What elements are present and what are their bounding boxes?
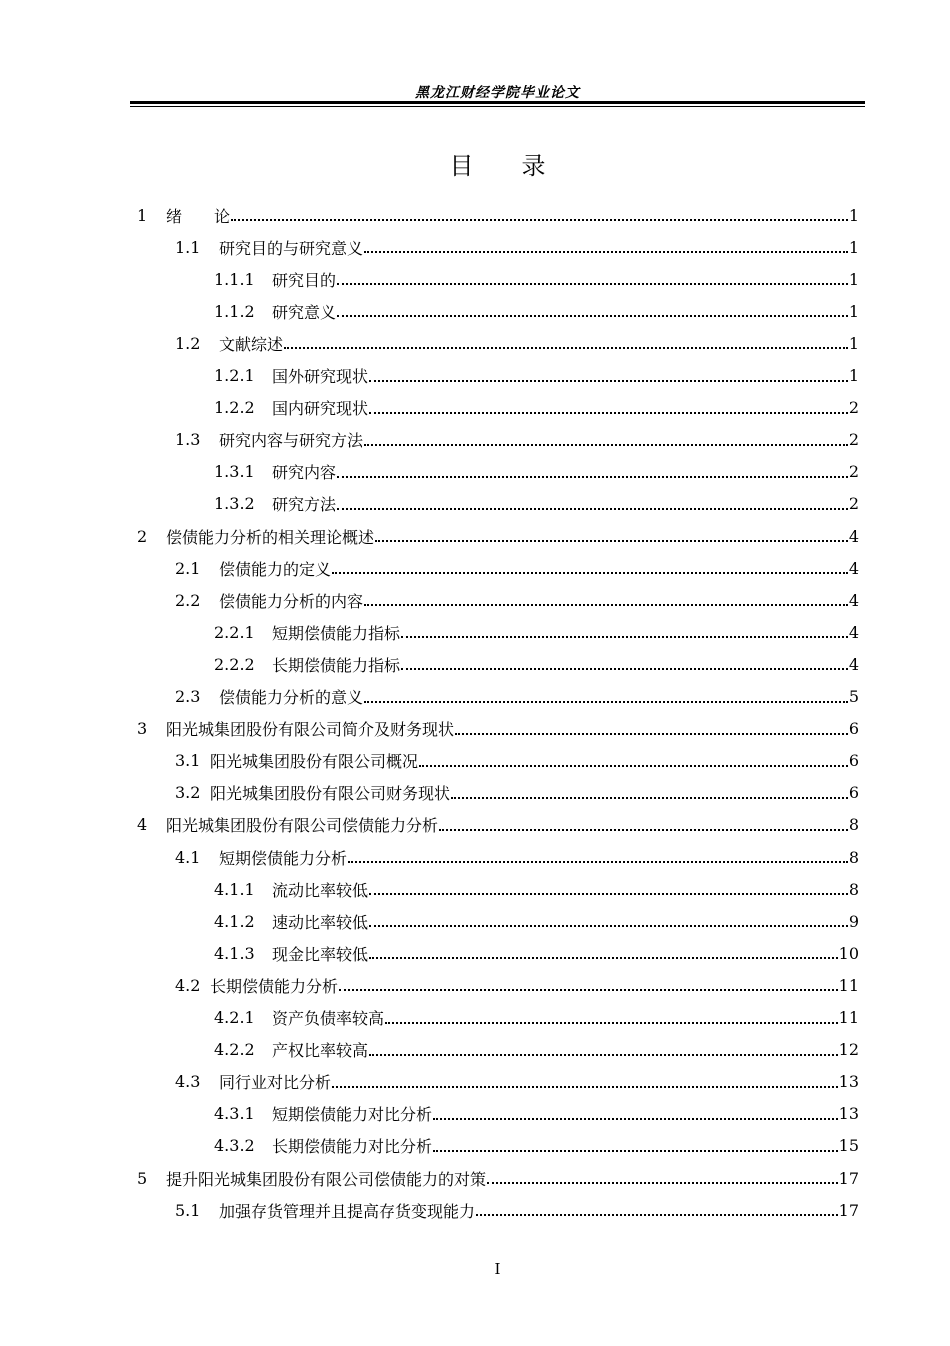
toc-entry-page: 2 — [848, 430, 859, 450]
toc-entry-page: 4 — [848, 654, 859, 674]
toc-entry-title: 研究内容 — [272, 463, 337, 483]
toc-entry-title: 长期偿债能力指标 — [272, 655, 401, 675]
toc-entry-number: 4.1 — [175, 847, 201, 867]
toc-entry-page: 6 — [848, 719, 859, 739]
toc-entry-leader-dots — [369, 913, 848, 929]
toc-heading-char: 目 — [449, 152, 474, 180]
toc-entry-level-3[interactable] — [214, 456, 859, 488]
toc-entry-page: 10 — [838, 943, 859, 963]
toc-entry-leader-dots — [433, 1106, 838, 1122]
toc-entry-level-3[interactable] — [214, 1002, 859, 1034]
toc-entry-page: 4 — [848, 558, 859, 578]
toc-entry-level-3[interactable] — [214, 905, 859, 937]
toc-entry-level-2[interactable] — [175, 231, 859, 263]
toc-entry-title: 产权比率较高 — [272, 1041, 369, 1061]
toc-entry-leader-dots — [284, 335, 848, 351]
toc-entry-title: 资产负债率较高 — [272, 1009, 385, 1028]
toc-entry-number: 4.1.1 — [214, 879, 255, 899]
toc-entry-level-2[interactable] — [175, 1066, 859, 1098]
toc-entry-level-1[interactable] — [137, 199, 859, 231]
toc-entry-number: 3.2 — [175, 783, 201, 803]
toc-entry-leader-dots — [337, 496, 848, 512]
toc-entry-level-3[interactable] — [214, 1034, 859, 1066]
toc-entry-leader-dots — [337, 303, 848, 319]
header-rule-thin — [130, 106, 865, 107]
toc-entry-number: 1 — [137, 205, 148, 225]
toc-entry-page: 13 — [838, 1072, 859, 1092]
toc-entry-level-1[interactable] — [137, 1162, 859, 1194]
toc-entry-title: 短期偿债能力对比分析 — [272, 1105, 433, 1125]
toc-entry-level-2[interactable] — [175, 841, 859, 873]
toc-entry-page: 17 — [838, 1200, 859, 1220]
toc-entry-page: 1 — [848, 269, 859, 289]
toc-entry-title: 现金比率较低 — [272, 944, 369, 964]
toc-entry-leader-dots — [369, 368, 848, 384]
toc-entry-number: 1.1.2 — [214, 301, 255, 321]
toc-entry-page: 1 — [848, 301, 859, 321]
page-number: I — [494, 1260, 501, 1278]
toc-entry-number: 5.1 — [175, 1200, 201, 1220]
toc-entry-leader-dots — [369, 1042, 838, 1058]
toc-entry-leader-dots — [339, 977, 838, 993]
toc-entry-level-2[interactable] — [175, 681, 859, 713]
toc-entry-leader-dots — [419, 753, 848, 769]
toc-entry-level-3[interactable] — [214, 1098, 859, 1130]
toc-entry-number: 2.2.1 — [214, 622, 255, 642]
toc-entry-level-2[interactable] — [175, 777, 859, 809]
toc-entry-level-3[interactable] — [214, 873, 859, 905]
toc-entry-number: 4.2 — [175, 975, 201, 995]
toc-entry-leader-dots — [337, 464, 848, 480]
toc-entry-number: 3 — [137, 719, 148, 739]
toc-entry-leader-dots — [231, 207, 848, 223]
toc-entry-title: 长期偿债能力对比分析 — [272, 1137, 433, 1157]
toc-entry-number: 1.2.1 — [214, 366, 255, 385]
toc-entry-page: 4 — [848, 590, 859, 610]
toc-entry-level-3[interactable] — [214, 360, 859, 392]
toc-entry-title: 同行业对比分析 — [219, 1073, 332, 1093]
toc-entry-leader-dots — [369, 400, 848, 416]
toc-entry-level-3[interactable] — [214, 295, 859, 327]
toc-entry-leader-dots — [385, 1010, 838, 1026]
toc-entry-page: 2 — [848, 494, 859, 514]
toc-entry-number: 4.2.1 — [214, 1008, 255, 1027]
toc-entry-level-2[interactable] — [175, 745, 859, 777]
toc-entry-leader-dots — [433, 1138, 838, 1154]
toc-entry-title: 偿债能力分析的内容 — [219, 591, 364, 611]
toc-entry-number: 4.3.2 — [214, 1136, 255, 1156]
toc-entry-title: 阳光城集团股份有限公司概况 — [210, 752, 419, 772]
toc-entry-number: 4.2.2 — [214, 1040, 255, 1060]
toc-entry-number: 3.1 — [175, 751, 201, 771]
toc-entry-leader-dots — [364, 592, 848, 608]
toc-entry-number: 1.3.2 — [214, 494, 255, 514]
toc-entry-page: 8 — [848, 879, 859, 899]
toc-entry-leader-dots — [337, 271, 848, 287]
toc-entry-page: 4 — [848, 526, 859, 546]
toc-entry-leader-dots — [455, 721, 848, 737]
toc-entry-number: 2.3 — [175, 687, 201, 706]
header-rule-thick — [130, 101, 865, 104]
toc-entry-level-2[interactable] — [175, 424, 859, 456]
toc-entry-page: 11 — [838, 975, 859, 995]
toc-entry-number: 1.3 — [175, 430, 201, 450]
toc-entry-number: 5 — [137, 1168, 148, 1188]
toc-heading-char: 录 — [521, 152, 546, 180]
toc-entry-leader-dots — [364, 432, 848, 448]
toc-entry-leader-dots — [451, 785, 848, 801]
toc-entry-number: 4 — [137, 815, 148, 835]
toc-entry-title: 加强存货管理并且提高存货变现能力 — [219, 1201, 476, 1221]
toc-entry-number: 1.1 — [175, 237, 201, 257]
toc-entry-level-1[interactable] — [137, 520, 859, 552]
toc-entry-number: 2.2.2 — [214, 654, 255, 674]
toc-entry-title: 阳光城集团股份有限公司偿债能力分析 — [166, 816, 439, 836]
toc-entry-number: 1.2 — [175, 333, 201, 353]
toc-entry-level-3[interactable] — [214, 488, 859, 520]
toc-entry-level-3[interactable] — [214, 263, 859, 295]
toc-entry-title: 研究方法 — [272, 495, 337, 515]
toc-entry-title: 国内研究现状 — [272, 399, 369, 419]
toc-entry-page: 13 — [838, 1104, 859, 1124]
toc-entry-title: 研究内容与研究方法 — [219, 431, 364, 451]
toc-entry-leader-dots — [332, 560, 848, 576]
toc-entry-leader-dots — [439, 817, 848, 833]
toc-entry-page: 9 — [848, 911, 859, 931]
toc-entry-page: 11 — [838, 1008, 859, 1027]
toc-entry-level-2[interactable] — [175, 969, 859, 1001]
toc-entry-level-3[interactable] — [214, 616, 859, 648]
toc-entry-page: 6 — [848, 751, 859, 771]
toc-entry-level-2[interactable] — [175, 584, 859, 616]
toc-entry-leader-dots — [364, 239, 848, 255]
toc-entry-page: 17 — [838, 1168, 859, 1188]
toc-entry-title: 阳光城集团股份有限公司简介及财务现状 — [166, 720, 455, 740]
toc-entry-leader-dots — [348, 849, 848, 865]
toc-entry-number: 1.2.2 — [214, 398, 255, 418]
toc-entry-level-2[interactable] — [175, 552, 859, 584]
toc-entry-page: 4 — [848, 622, 859, 642]
toc-entry-title: 研究目的 — [272, 270, 337, 290]
toc-entry-leader-dots — [364, 689, 848, 705]
toc-entry-page: 2 — [848, 398, 859, 418]
toc-entry-title: 研究目的与研究意义 — [219, 238, 364, 258]
toc-entry-title: 偿债能力分析的意义 — [219, 688, 364, 707]
toc-entry-page: 2 — [848, 462, 859, 482]
toc-entry-leader-dots — [375, 528, 848, 544]
toc-entry-page: 1 — [848, 237, 859, 257]
toc-entry-leader-dots — [369, 945, 838, 961]
toc-entry-leader-dots — [401, 656, 848, 672]
toc-entry-page: 5 — [848, 687, 859, 706]
toc-entry-title: 绪 论 — [166, 206, 231, 226]
toc-entry-leader-dots — [476, 1202, 838, 1218]
toc-entry-leader-dots — [332, 1074, 838, 1090]
toc-entry-title: 速动比率较低 — [272, 912, 369, 932]
toc-entry-page: 15 — [838, 1136, 859, 1156]
toc-entry-number: 2.2 — [175, 590, 201, 610]
toc-entry-title: 短期偿债能力指标 — [272, 623, 401, 643]
toc-entry-level-3[interactable] — [214, 648, 859, 680]
toc-entry-number: 1.3.1 — [214, 462, 255, 482]
toc-entry-leader-dots — [401, 624, 848, 640]
toc-entry-page: 12 — [838, 1040, 859, 1060]
toc-heading — [130, 146, 865, 181]
toc-entry-title: 偿债能力的定义 — [219, 559, 332, 579]
toc-entry-number: 4.1.3 — [214, 943, 255, 963]
toc-entry-title: 长期偿债能力分析 — [210, 976, 339, 996]
toc-entry-title: 阳光城集团股份有限公司财务现状 — [210, 784, 451, 804]
toc-entry-leader-dots — [487, 1170, 838, 1186]
toc-entry-page: 1 — [848, 333, 859, 353]
toc-entry-level-2[interactable] — [175, 1194, 859, 1226]
toc-entry-page: 8 — [848, 847, 859, 867]
toc-entry-number: 2 — [137, 526, 148, 546]
toc-entry-level-1[interactable] — [137, 713, 859, 745]
toc-entry-level-3[interactable] — [214, 937, 859, 969]
toc-entry-level-2[interactable] — [175, 327, 859, 359]
toc-entry-page: 1 — [848, 205, 859, 225]
toc-entry-title: 文献综述 — [219, 334, 284, 354]
toc-entry-level-1[interactable] — [137, 809, 859, 841]
toc-entry-level-3[interactable] — [214, 392, 859, 424]
toc-entry-page: 6 — [848, 783, 859, 803]
toc-entry-title: 国外研究现状 — [272, 367, 369, 386]
toc-entry-page: 8 — [848, 815, 859, 835]
header-title: 黑龙江财经学院毕业论文 — [415, 85, 580, 101]
toc-entry-number: 4.3.1 — [214, 1104, 255, 1124]
toc-entry-title: 研究意义 — [272, 302, 337, 322]
toc-entry-number: 4.3 — [175, 1072, 201, 1092]
toc-entry-title: 提升阳光城集团股份有限公司偿债能力的对策 — [166, 1169, 487, 1189]
toc-entry-page: 1 — [848, 366, 859, 385]
toc-entry-number: 2.1 — [175, 558, 201, 578]
toc-entry-title: 偿债能力分析的相关理论概述 — [166, 527, 375, 547]
toc-entry-leader-dots — [369, 881, 848, 897]
toc-entry-title: 短期偿债能力分析 — [219, 848, 348, 868]
toc-entry-level-3[interactable] — [214, 1130, 859, 1162]
toc-entry-number: 1.1.1 — [214, 269, 255, 289]
toc-entry-title: 流动比率较低 — [272, 880, 369, 900]
toc-entry-number: 4.1.2 — [214, 911, 255, 931]
